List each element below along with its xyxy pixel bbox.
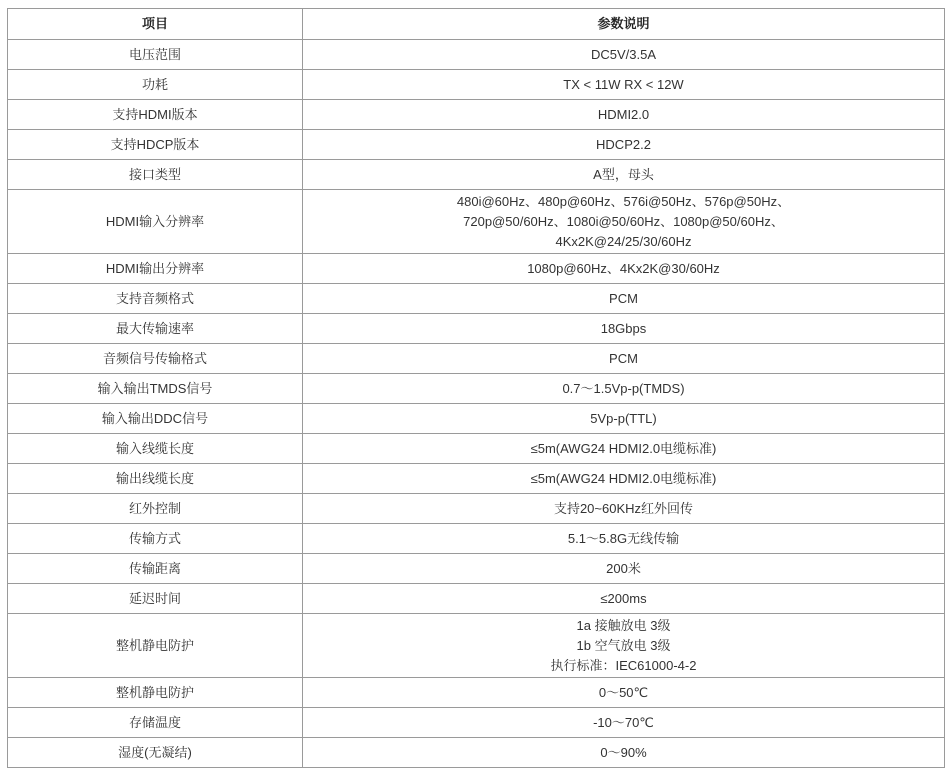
row-label: 输入输出DDC信号 — [8, 404, 303, 434]
row-value — [303, 284, 945, 314]
row-value — [303, 374, 945, 404]
row-label: 传输方式 — [8, 524, 303, 554]
table-row — [8, 554, 945, 584]
row-label: 输入输出TMDS信号 — [8, 374, 303, 404]
table-row — [8, 524, 945, 554]
table-header-row — [8, 9, 945, 40]
table-row — [8, 584, 945, 614]
row-label: 存储温度 — [8, 708, 303, 738]
row-value-line: 18Gbps — [600, 320, 647, 336]
row-value — [303, 464, 945, 494]
row-value — [303, 254, 945, 284]
table-row — [8, 40, 945, 70]
row-label: 支持HDCP版本 — [8, 130, 303, 160]
row-value-line: HDMI2.0 — [597, 106, 650, 122]
table-row — [8, 160, 945, 190]
row-value — [303, 314, 945, 344]
row-value-line: 200米 — [606, 560, 641, 576]
row-value-line: ≤5m(AWG24 HDMI2.0电缆标准) — [530, 440, 717, 456]
row-label: 接口类型 — [8, 160, 303, 190]
row-value-line: 0～90% — [600, 744, 647, 760]
row-label: 支持HDMI版本 — [8, 100, 303, 130]
row-value-line: 4Kx2K@24/25/30/60Hz — [555, 233, 692, 249]
row-value-line: ≤5m(AWG24 HDMI2.0电缆标准) — [530, 470, 717, 486]
row-label: 输出线缆长度 — [8, 464, 303, 494]
row-value-line: 0～50℃ — [598, 684, 649, 700]
table-row — [8, 494, 945, 524]
row-label: 红外控制 — [8, 494, 303, 524]
row-value-line: 1080p@60Hz、4Kx2K@30/60Hz — [527, 260, 720, 276]
spec-table — [7, 8, 945, 768]
row-value-line: 480i@60Hz、480p@60Hz、576i@50Hz、576p@50Hz、 — [456, 193, 791, 209]
row-label: HDMI输入分辨率 — [8, 190, 303, 254]
row-label: 整机静电防护 — [8, 614, 303, 678]
row-value — [303, 524, 945, 554]
row-label: 功耗 — [8, 70, 303, 100]
table-row — [8, 738, 945, 768]
row-value-line: 执行标准：IEC61000-4-2 — [550, 657, 697, 673]
table-row — [8, 70, 945, 100]
row-value — [303, 708, 945, 738]
row-label: 湿度(无凝结) — [8, 738, 303, 768]
table-row — [8, 708, 945, 738]
table-row — [8, 614, 945, 678]
table-row — [8, 284, 945, 314]
row-value — [303, 614, 945, 678]
row-label: 支持音频格式 — [8, 284, 303, 314]
table-row — [8, 678, 945, 708]
table-row — [8, 314, 945, 344]
table-row — [8, 374, 945, 404]
table-row — [8, 100, 945, 130]
row-value-line: 720p@50/60Hz、1080i@50/60Hz、1080p@50/60Hz、 — [463, 213, 784, 229]
row-value — [303, 190, 945, 254]
row-value-line: 支持20~60KHz红外回传 — [553, 500, 694, 516]
row-label: HDMI输出分辨率 — [8, 254, 303, 284]
row-value — [303, 584, 945, 614]
row-value-line: 0.7～1.5Vp-p(TMDS) — [562, 380, 685, 396]
row-value-line: 5Vp-p(TTL) — [590, 410, 657, 426]
row-value-line: PCM — [609, 290, 638, 306]
spec-table-body — [8, 40, 945, 768]
row-value — [303, 434, 945, 464]
row-value-line: ≤200ms — [600, 590, 647, 606]
row-value-line: 5.1～5.8G无线传输 — [567, 530, 680, 546]
row-value — [303, 160, 945, 190]
row-value-line: HDCP2.2 — [596, 136, 651, 152]
row-label: 传输距离 — [8, 554, 303, 584]
row-value-line: 1a 接触放电 3级 — [576, 617, 671, 633]
row-value-line: PCM — [609, 350, 638, 366]
row-value-line: -10～70℃ — [593, 714, 654, 730]
row-value-line: A型，母头 — [593, 166, 654, 182]
row-label: 电压范围 — [8, 40, 303, 70]
table-row — [8, 434, 945, 464]
row-value — [303, 554, 945, 584]
table-row — [8, 404, 945, 434]
header-desc: 参数说明 — [303, 9, 945, 40]
row-value — [303, 70, 945, 100]
row-value — [303, 40, 945, 70]
table-row — [8, 190, 945, 254]
row-label: 最大传输速率 — [8, 314, 303, 344]
row-value — [303, 678, 945, 708]
row-label: 延迟时间 — [8, 584, 303, 614]
row-value — [303, 404, 945, 434]
table-row — [8, 344, 945, 374]
row-value — [303, 130, 945, 160]
row-value-line: DC5V/3.5A — [590, 46, 657, 62]
row-value-line: TX < 11W RX < 12W — [563, 76, 684, 92]
row-value — [303, 738, 945, 768]
header-item: 项目 — [8, 9, 303, 40]
row-label: 音频信号传输格式 — [8, 344, 303, 374]
row-value — [303, 100, 945, 130]
row-value-line: 1b 空气放电 3级 — [576, 637, 671, 653]
row-value — [303, 344, 945, 374]
table-row — [8, 254, 945, 284]
table-row — [8, 464, 945, 494]
row-label: 输入线缆长度 — [8, 434, 303, 464]
table-row — [8, 130, 945, 160]
row-label: 整机静电防护 — [8, 678, 303, 708]
row-value — [303, 494, 945, 524]
